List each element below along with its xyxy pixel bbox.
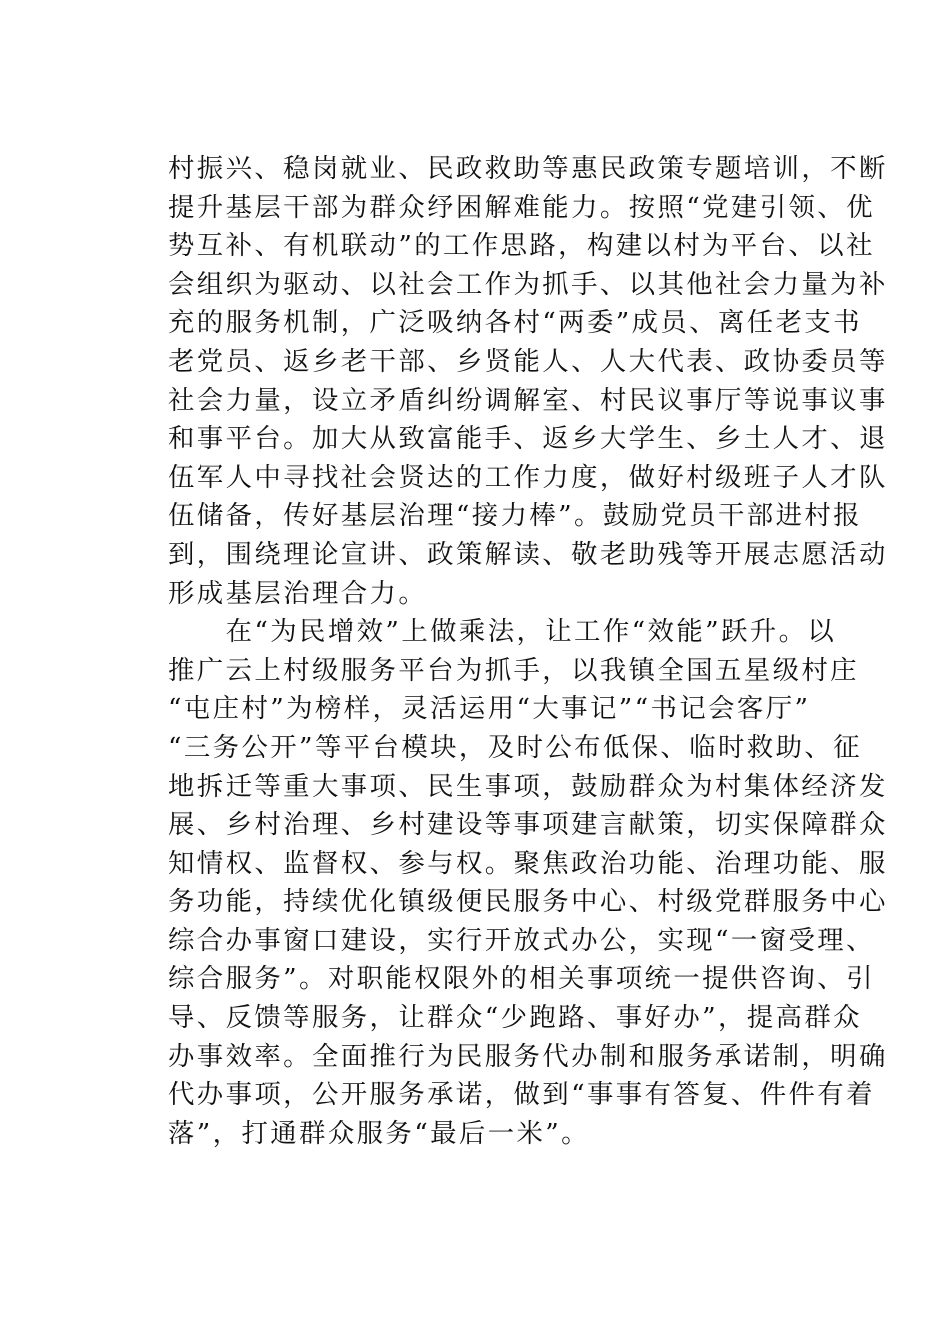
text-line: 伍军人中寻找社会贤达的工作力度，做好村级班子人才队 bbox=[168, 461, 888, 493]
text-line: 会组织为驱动、以社会工作为抓手、以其他社会力量为补 bbox=[168, 268, 888, 300]
text-line: 导、反馈等服务，让群众“少跑路、事好办”，提高群众 bbox=[168, 1002, 862, 1034]
text-line: 知情权、监督权、参与权。聚焦政治功能、治理功能、服 bbox=[168, 847, 888, 879]
text-line: 势互补、有机联动”的工作思路，构建以村为平台、以社 bbox=[168, 230, 875, 262]
text-line: 社会力量，设立矛盾纠纷调解室、村民议事厅等说事议事 bbox=[168, 384, 888, 416]
text-line: “屯庄村”为榜样，灵活运用“大事记”“书记会客厅” bbox=[168, 693, 811, 725]
text-line: 充的服务机制，广泛吸纳各村“两委”成员、离任老支书 bbox=[168, 307, 862, 339]
text-line: 老党员、返乡老干部、乡贤能人、人大代表、政协委员等 bbox=[168, 345, 888, 377]
text-line: 村振兴、稳岗就业、民政救助等惠民政策专题培训，不断 bbox=[168, 153, 888, 184]
text-line: 综合服务”。对职能权限外的相关事项统一提供咨询、引 bbox=[168, 963, 875, 995]
text-line: 办事效率。全面推行为民服务代办制和服务承诺制，明确 bbox=[168, 1040, 888, 1072]
text-line: 代办事项，公开服务承诺，做到“事事有答复、件件有着 bbox=[168, 1079, 875, 1111]
text-line: 展、乡村治理、乡村建设等事项建言献策，切实保障群众 bbox=[168, 809, 888, 841]
text-line: 地拆迁等重大事项、民生事项，鼓励群众为村集体经济发 bbox=[168, 770, 888, 802]
text-line: “三务公开”等平台模块，及时公布低保、临时救助、征 bbox=[168, 731, 862, 763]
text-line: 务功能，持续优化镇级便民服务中心、村级党群服务中心 bbox=[168, 886, 888, 918]
text-line: 推广云上村级服务平台为抓手，以我镇全国五星级村庄 bbox=[168, 654, 859, 686]
text-line: 和事平台。加大从致富能手、返乡大学生、乡土人才、退 bbox=[168, 423, 888, 455]
text-line: 提升基层干部为群众纾困解难能力。按照“党建引领、优 bbox=[168, 191, 875, 223]
text-line: 综合办事窗口建设，实行开放式办公，实现“一窗受理、 bbox=[168, 924, 875, 956]
text-line: 落”，打通群众服务“最后一米”。 bbox=[168, 1117, 590, 1149]
text-line: 形成基层治理合力。 bbox=[168, 577, 428, 609]
text-line: 在“为民增效”上做乘法，让工作“效能”跃升。以 bbox=[168, 616, 837, 648]
body-text bbox=[168, 150, 888, 1153]
text-line: 到，围绕理论宣讲、政策解读、敬老助残等开展志愿活动 bbox=[168, 538, 888, 570]
text-line: 伍储备，传好基层治理“接力棒”。鼓励党员干部进村报 bbox=[168, 500, 862, 532]
